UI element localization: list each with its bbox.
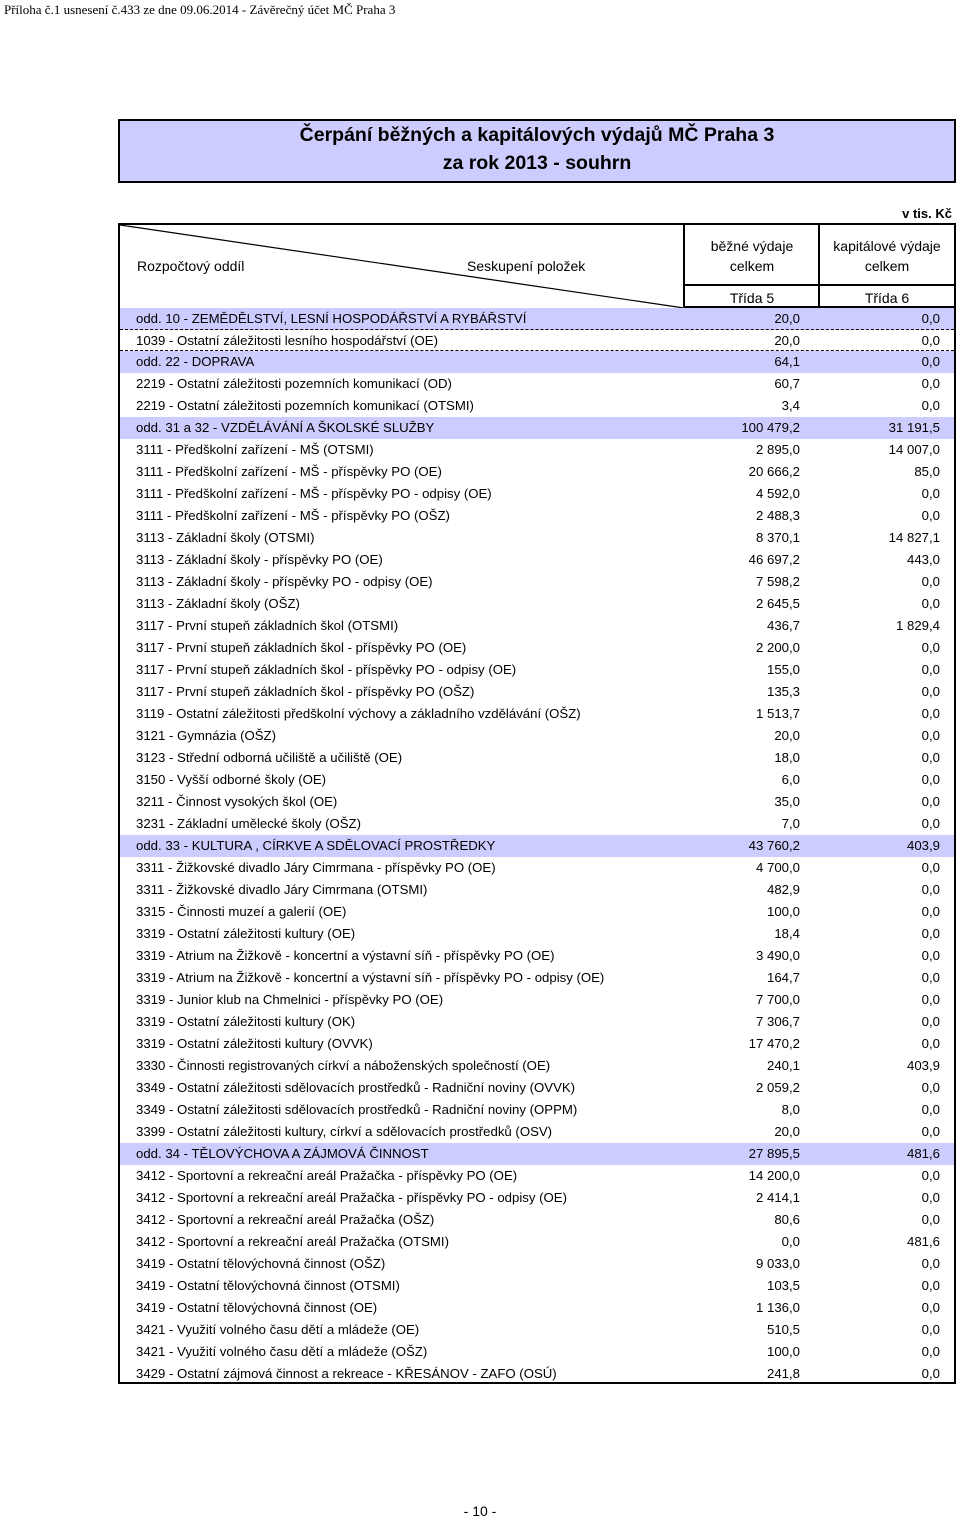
row-capital-value: 0,0 (921, 1190, 940, 1205)
row-label: 3311 - Žižkovské divadlo Járy Cimrmana - příspěvky PO (OE) (136, 860, 496, 875)
row-current-value: 18,0 (774, 750, 800, 765)
row-label: 3429 - Ostatní zájmová činnost a rekreace - KŘESÁNOV - ZAFO (OSÚ) (136, 1366, 557, 1381)
header-divider-1 (683, 225, 685, 307)
row-label: 3117 - První stupeň základních škol - příspěvky PO (OŠZ) (136, 684, 475, 699)
row-label: 3330 - Činnosti registrovaných církví a náboženských společností (OE) (136, 1058, 551, 1073)
row-current-value: 46 697,2 (748, 552, 800, 567)
table-row (120, 1363, 954, 1385)
row-label: 3319 - Ostatní záležitosti kultury (OE) (136, 926, 356, 941)
table-row (120, 1011, 954, 1033)
row-capital-value: 0,0 (921, 640, 940, 655)
row-capital-value: 0,0 (921, 926, 940, 941)
section-row (120, 417, 954, 439)
table-row (120, 879, 954, 901)
table-row (120, 527, 954, 549)
row-capital-value: 0,0 (921, 706, 940, 721)
row-capital-value: 481,6 (906, 1146, 940, 1161)
table-row (120, 373, 954, 395)
row-current-value: 35,0 (774, 794, 800, 809)
row-label: 3349 - Ostatní záležitosti sdělovacích prostředků - Radniční noviny (OPPM) (136, 1102, 578, 1117)
row-capital-value: 0,0 (921, 728, 940, 743)
table-row (120, 505, 954, 527)
row-label: 3123 - Střední odborná učiliště a učiliště (OE) (136, 750, 403, 765)
header-current-line-2: celkem (729, 258, 775, 274)
row-label: 3319 - Ostatní záležitosti kultury (OVVK) (136, 1036, 373, 1051)
row-current-value: 240,1 (766, 1058, 800, 1073)
row-capital-value: 403,9 (906, 838, 940, 853)
row-label: odd. 34 - TĚLOVÝCHOVA A ZÁJMOVÁ ČINNOST (136, 1146, 429, 1161)
header-right-label: Seskupení položek (467, 258, 586, 274)
row-capital-value: 0,0 (921, 376, 940, 391)
row-label: 3231 - Základní umělecké školy (OŠZ) (136, 816, 362, 831)
header-trida-current: Třída 5 (729, 290, 775, 306)
table-row (120, 747, 954, 769)
row-label: 3113 - Základní školy (OTSMI) (136, 530, 315, 545)
table-row (120, 637, 954, 659)
row-current-value: 510,5 (766, 1322, 800, 1337)
row-capital-value: 0,0 (921, 794, 940, 809)
row-current-value: 43 760,2 (748, 838, 800, 853)
row-label: 3117 - První stupeň základních škol - příspěvky PO (OE) (136, 640, 467, 655)
row-capital-value: 0,0 (921, 992, 940, 1007)
table-row (120, 483, 954, 505)
table-row (120, 681, 954, 703)
row-capital-value: 0,0 (921, 1300, 940, 1315)
row-capital-value: 0,0 (921, 772, 940, 787)
table-row (120, 1275, 954, 1297)
row-current-value: 17 470,2 (748, 1036, 800, 1051)
row-label: odd. 22 - DOPRAVA (136, 354, 255, 369)
row-label: 3150 - Vyšší odborné školy (OE) (136, 772, 327, 787)
page-number: - 10 - (463, 1503, 497, 1519)
table-row (120, 1077, 954, 1099)
row-current-value: 135,3 (766, 684, 800, 699)
row-current-value: 0,0 (781, 1234, 800, 1249)
row-current-value: 3,4 (781, 398, 800, 413)
row-capital-value: 0,0 (921, 882, 940, 897)
row-current-value: 2 895,0 (756, 442, 800, 457)
row-label: 3111 - Předškolní zařízení - MŠ - příspěvky PO (OE) (136, 464, 442, 479)
row-label: 3121 - Gymnázia (OŠZ) (136, 728, 276, 743)
row-current-value: 20,0 (774, 728, 800, 743)
header-capital-line-1: kapitálové výdaje (833, 238, 941, 254)
row-capital-value: 0,0 (921, 1080, 940, 1095)
row-capital-value: 0,0 (921, 1124, 940, 1139)
table-row (120, 1099, 954, 1121)
row-current-value: 64,1 (774, 354, 800, 369)
row-label: 3419 - Ostatní tělovýchovná činnost (OTSMI) (136, 1278, 400, 1293)
row-capital-value: 0,0 (921, 684, 940, 699)
row-label: 3421 - Využití volného času dětí a mládeže (OŠZ) (136, 1344, 428, 1359)
row-capital-value: 0,0 (921, 398, 940, 413)
table-row (120, 1033, 954, 1055)
table-row (120, 945, 954, 967)
table-row (120, 769, 954, 791)
row-current-value: 2 200,0 (756, 640, 800, 655)
row-capital-value: 0,0 (921, 1168, 940, 1183)
table-row (120, 1187, 954, 1209)
table-row (120, 1297, 954, 1319)
row-capital-value: 0,0 (921, 1344, 940, 1359)
table-row (120, 813, 954, 835)
row-label: 3319 - Junior klub na Chmelnici - příspěvky PO (OE) (136, 992, 444, 1007)
section-row (120, 308, 954, 330)
row-label: 3319 - Atrium na Žižkově - koncertní a výstavní síň - příspěvky PO - odpisy (OE) (136, 970, 605, 985)
row-label: 3117 - První stupeň základních škol - příspěvky PO - odpisy (OE) (136, 662, 517, 677)
row-current-value: 2 414,1 (756, 1190, 800, 1205)
row-current-value: 20 666,2 (748, 464, 800, 479)
row-label: 3419 - Ostatní tělovýchovná činnost (OE) (136, 1300, 378, 1315)
row-capital-value: 1 829,4 (896, 618, 940, 633)
row-current-value: 7 306,7 (756, 1014, 800, 1029)
table-row (120, 1319, 954, 1341)
row-current-value: 14 200,0 (748, 1168, 800, 1183)
row-current-value: 2 645,5 (756, 596, 800, 611)
row-capital-value: 0,0 (921, 970, 940, 985)
row-label: 1039 - Ostatní záležitosti lesního hospodářství (OE) (136, 332, 438, 348)
table-row (120, 989, 954, 1011)
row-label: odd. 33 - KULTURA , CÍRKVE A SDĚLOVACÍ PROSTŘEDKY (136, 838, 496, 853)
title-line-2: za rok 2013 - souhrn (442, 152, 632, 174)
table-row (120, 1055, 954, 1077)
row-capital-value: 0,0 (921, 1036, 940, 1051)
row-capital-value: 0,0 (921, 860, 940, 875)
table-row (120, 1121, 954, 1143)
row-label: 3399 - Ostatní záležitosti kultury, církví a sdělovacích prostředků (OSV) (136, 1124, 553, 1139)
table-row (120, 395, 954, 417)
row-current-value: 241,8 (766, 1366, 800, 1381)
row-current-value: 1 513,7 (756, 706, 800, 721)
table-row (120, 549, 954, 571)
row-capital-value: 481,6 (906, 1234, 940, 1249)
table-row (120, 901, 954, 923)
row-label: 3117 - První stupeň základních škol (OTSMI) (136, 618, 399, 633)
table-row (120, 1253, 954, 1275)
row-current-value: 20,0 (774, 311, 800, 326)
row-capital-value: 0,0 (921, 1256, 940, 1271)
row-label: 3111 - Předškolní zařízení - MŠ - příspěvky PO - odpisy (OE) (136, 486, 492, 501)
row-label: 3412 - Sportovní a rekreační areál Pražačka (OŠZ) (136, 1212, 435, 1227)
row-current-value: 80,6 (774, 1212, 800, 1227)
table-row (120, 857, 954, 879)
row-current-value: 9 033,0 (756, 1256, 800, 1271)
row-label: 3119 - Ostatní záležitosti předškolní výchovy a základního vzdělávání (OŠZ) (136, 706, 581, 721)
row-label: 3412 - Sportovní a rekreační areál Pražačka - příspěvky PO (OE) (136, 1168, 518, 1183)
table-row (120, 703, 954, 725)
row-label: 3319 - Atrium na Žižkově - koncertní a výstavní síň - příspěvky PO (OE) (136, 948, 555, 963)
row-label: 3211 - Činnost vysokých škol (OE) (136, 794, 338, 809)
row-label: odd. 10 - ZEMĚDĚLSTVÍ, LESNÍ HOSPODÁŘSTVÍ A RYBÁŘSTVÍ (136, 311, 527, 326)
row-current-value: 1 136,0 (756, 1300, 800, 1315)
row-current-value: 8 370,1 (756, 530, 800, 545)
title-line-1: Čerpání běžných a kapitálových výdajů MČ Praha 3 (299, 124, 775, 146)
row-label: odd. 31 a 32 - VZDĚLÁVÁNÍ A ŠKOLSKÉ SLUŽBY (136, 420, 435, 435)
row-label: 3113 - Základní školy - příspěvky PO - odpisy (OE) (136, 574, 433, 589)
row-label: 3311 - Žižkovské divadlo Járy Cimrmana (OTSMI) (136, 882, 428, 897)
header-capital-line-2: celkem (864, 258, 910, 274)
row-capital-value: 0,0 (921, 311, 940, 326)
row-capital-value: 403,9 (906, 1058, 940, 1073)
row-label: 3349 - Ostatní záležitosti sdělovacích prostředků - Radniční noviny (OVVK) (136, 1080, 576, 1095)
row-label: 3113 - Základní školy (OŠZ) (136, 596, 300, 611)
row-capital-value: 0,0 (921, 574, 940, 589)
row-capital-value: 0,0 (921, 332, 940, 348)
row-capital-value: 0,0 (921, 1102, 940, 1117)
row-current-value: 2 059,2 (756, 1080, 800, 1095)
row-capital-value: 0,0 (921, 486, 940, 501)
row-current-value: 6,0 (781, 772, 800, 787)
row-capital-value: 14 007,0 (888, 442, 940, 457)
row-capital-value: 0,0 (921, 662, 940, 677)
row-capital-value: 14 827,1 (888, 530, 940, 545)
table-row (120, 1165, 954, 1187)
table-row (120, 330, 954, 352)
row-current-value: 3 490,0 (756, 948, 800, 963)
row-current-value: 100,0 (766, 904, 800, 919)
table-row (120, 1341, 954, 1363)
row-current-value: 20,0 (774, 332, 800, 348)
header-trida-top-line (684, 284, 954, 286)
row-current-value: 7 598,2 (756, 574, 800, 589)
row-capital-value: 0,0 (921, 904, 940, 919)
row-capital-value: 0,0 (921, 1014, 940, 1029)
table-row (120, 1209, 954, 1231)
row-label: 3111 - Předškolní zařízení - MŠ (OTSMI) (136, 442, 374, 457)
section-row (120, 835, 954, 857)
table-row (120, 461, 954, 483)
header-left-label: Rozpočtový oddíl (137, 258, 245, 274)
table-row (120, 791, 954, 813)
row-current-value: 7,0 (781, 816, 800, 831)
row-current-value: 436,7 (766, 618, 800, 633)
table-row (120, 439, 954, 461)
table-row (120, 1231, 954, 1253)
row-label: 3111 - Předškolní zařízení - MŠ - příspěvky PO (OŠZ) (136, 508, 450, 523)
table-row (120, 725, 954, 747)
row-current-value: 8,0 (781, 1102, 800, 1117)
row-current-value: 20,0 (774, 1124, 800, 1139)
row-capital-value: 0,0 (921, 750, 940, 765)
header-divider-2 (818, 225, 820, 307)
row-capital-value: 85,0 (914, 464, 940, 479)
section-row (120, 351, 954, 373)
header-trida-capital: Třída 6 (864, 290, 910, 306)
section-row (120, 1143, 954, 1165)
row-current-value: 100 479,2 (741, 420, 800, 435)
table-row (120, 659, 954, 681)
row-current-value: 18,4 (774, 926, 800, 941)
row-capital-value: 0,0 (921, 1212, 940, 1227)
table-row (120, 571, 954, 593)
row-capital-value: 0,0 (921, 948, 940, 963)
row-capital-value: 31 191,5 (888, 420, 940, 435)
table-row (120, 593, 954, 615)
row-capital-value: 0,0 (921, 1366, 940, 1381)
row-current-value: 103,5 (766, 1278, 800, 1293)
row-capital-value: 0,0 (921, 596, 940, 611)
row-label: 3319 - Ostatní záležitosti kultury (OK) (136, 1014, 356, 1029)
row-label: 2219 - Ostatní záležitosti pozemních komunikací (OD) (136, 376, 452, 391)
row-current-value: 100,0 (766, 1344, 800, 1359)
row-label: 2219 - Ostatní záležitosti pozemních komunikací (OTSMI) (136, 398, 474, 413)
row-capital-value: 0,0 (921, 1322, 940, 1337)
row-capital-value: 443,0 (906, 552, 940, 567)
table-row (120, 967, 954, 989)
row-label: 3412 - Sportovní a rekreační areál Pražačka - příspěvky PO - odpisy (OE) (136, 1190, 567, 1205)
header-current-line-1: běžné výdaje (710, 238, 794, 254)
table-row (120, 923, 954, 945)
row-label: 3315 - Činnosti muzeí a galerií (OE) (136, 904, 347, 919)
row-label: 3412 - Sportovní a rekreační areál Pražačka (OTSMI) (136, 1234, 449, 1249)
data-table (120, 308, 954, 1385)
row-current-value: 482,9 (766, 882, 800, 897)
row-label: 3421 - Využití volného času dětí a mládeže (OE) (136, 1322, 420, 1337)
row-capital-value: 0,0 (921, 1278, 940, 1293)
row-current-value: 60,7 (774, 376, 800, 391)
page-header: Příloha č.1 usnesení č.433 ze dne 09.06.2014 - Závěrečný účet MČ Praha 3 (4, 2, 396, 17)
row-capital-value: 0,0 (921, 354, 940, 369)
row-capital-value: 0,0 (921, 816, 940, 831)
row-current-value: 164,7 (766, 970, 800, 985)
row-capital-value: 0,0 (921, 508, 940, 523)
row-current-value: 4 592,0 (756, 486, 800, 501)
row-current-value: 27 895,5 (748, 1146, 800, 1161)
row-current-value: 155,0 (766, 662, 800, 677)
table-row (120, 615, 954, 637)
title-box (118, 119, 956, 183)
row-current-value: 7 700,0 (756, 992, 800, 1007)
header-capital-expenses (820, 236, 954, 276)
row-current-value: 2 488,3 (756, 508, 800, 523)
row-label: 3419 - Ostatní tělovýchovná činnost (OŠZ) (136, 1256, 386, 1271)
unit-label: v tis. Kč (902, 206, 952, 221)
row-label: 3113 - Základní školy - příspěvky PO (OE) (136, 552, 383, 567)
row-current-value: 4 700,0 (756, 860, 800, 875)
header-current-expenses (686, 236, 818, 276)
